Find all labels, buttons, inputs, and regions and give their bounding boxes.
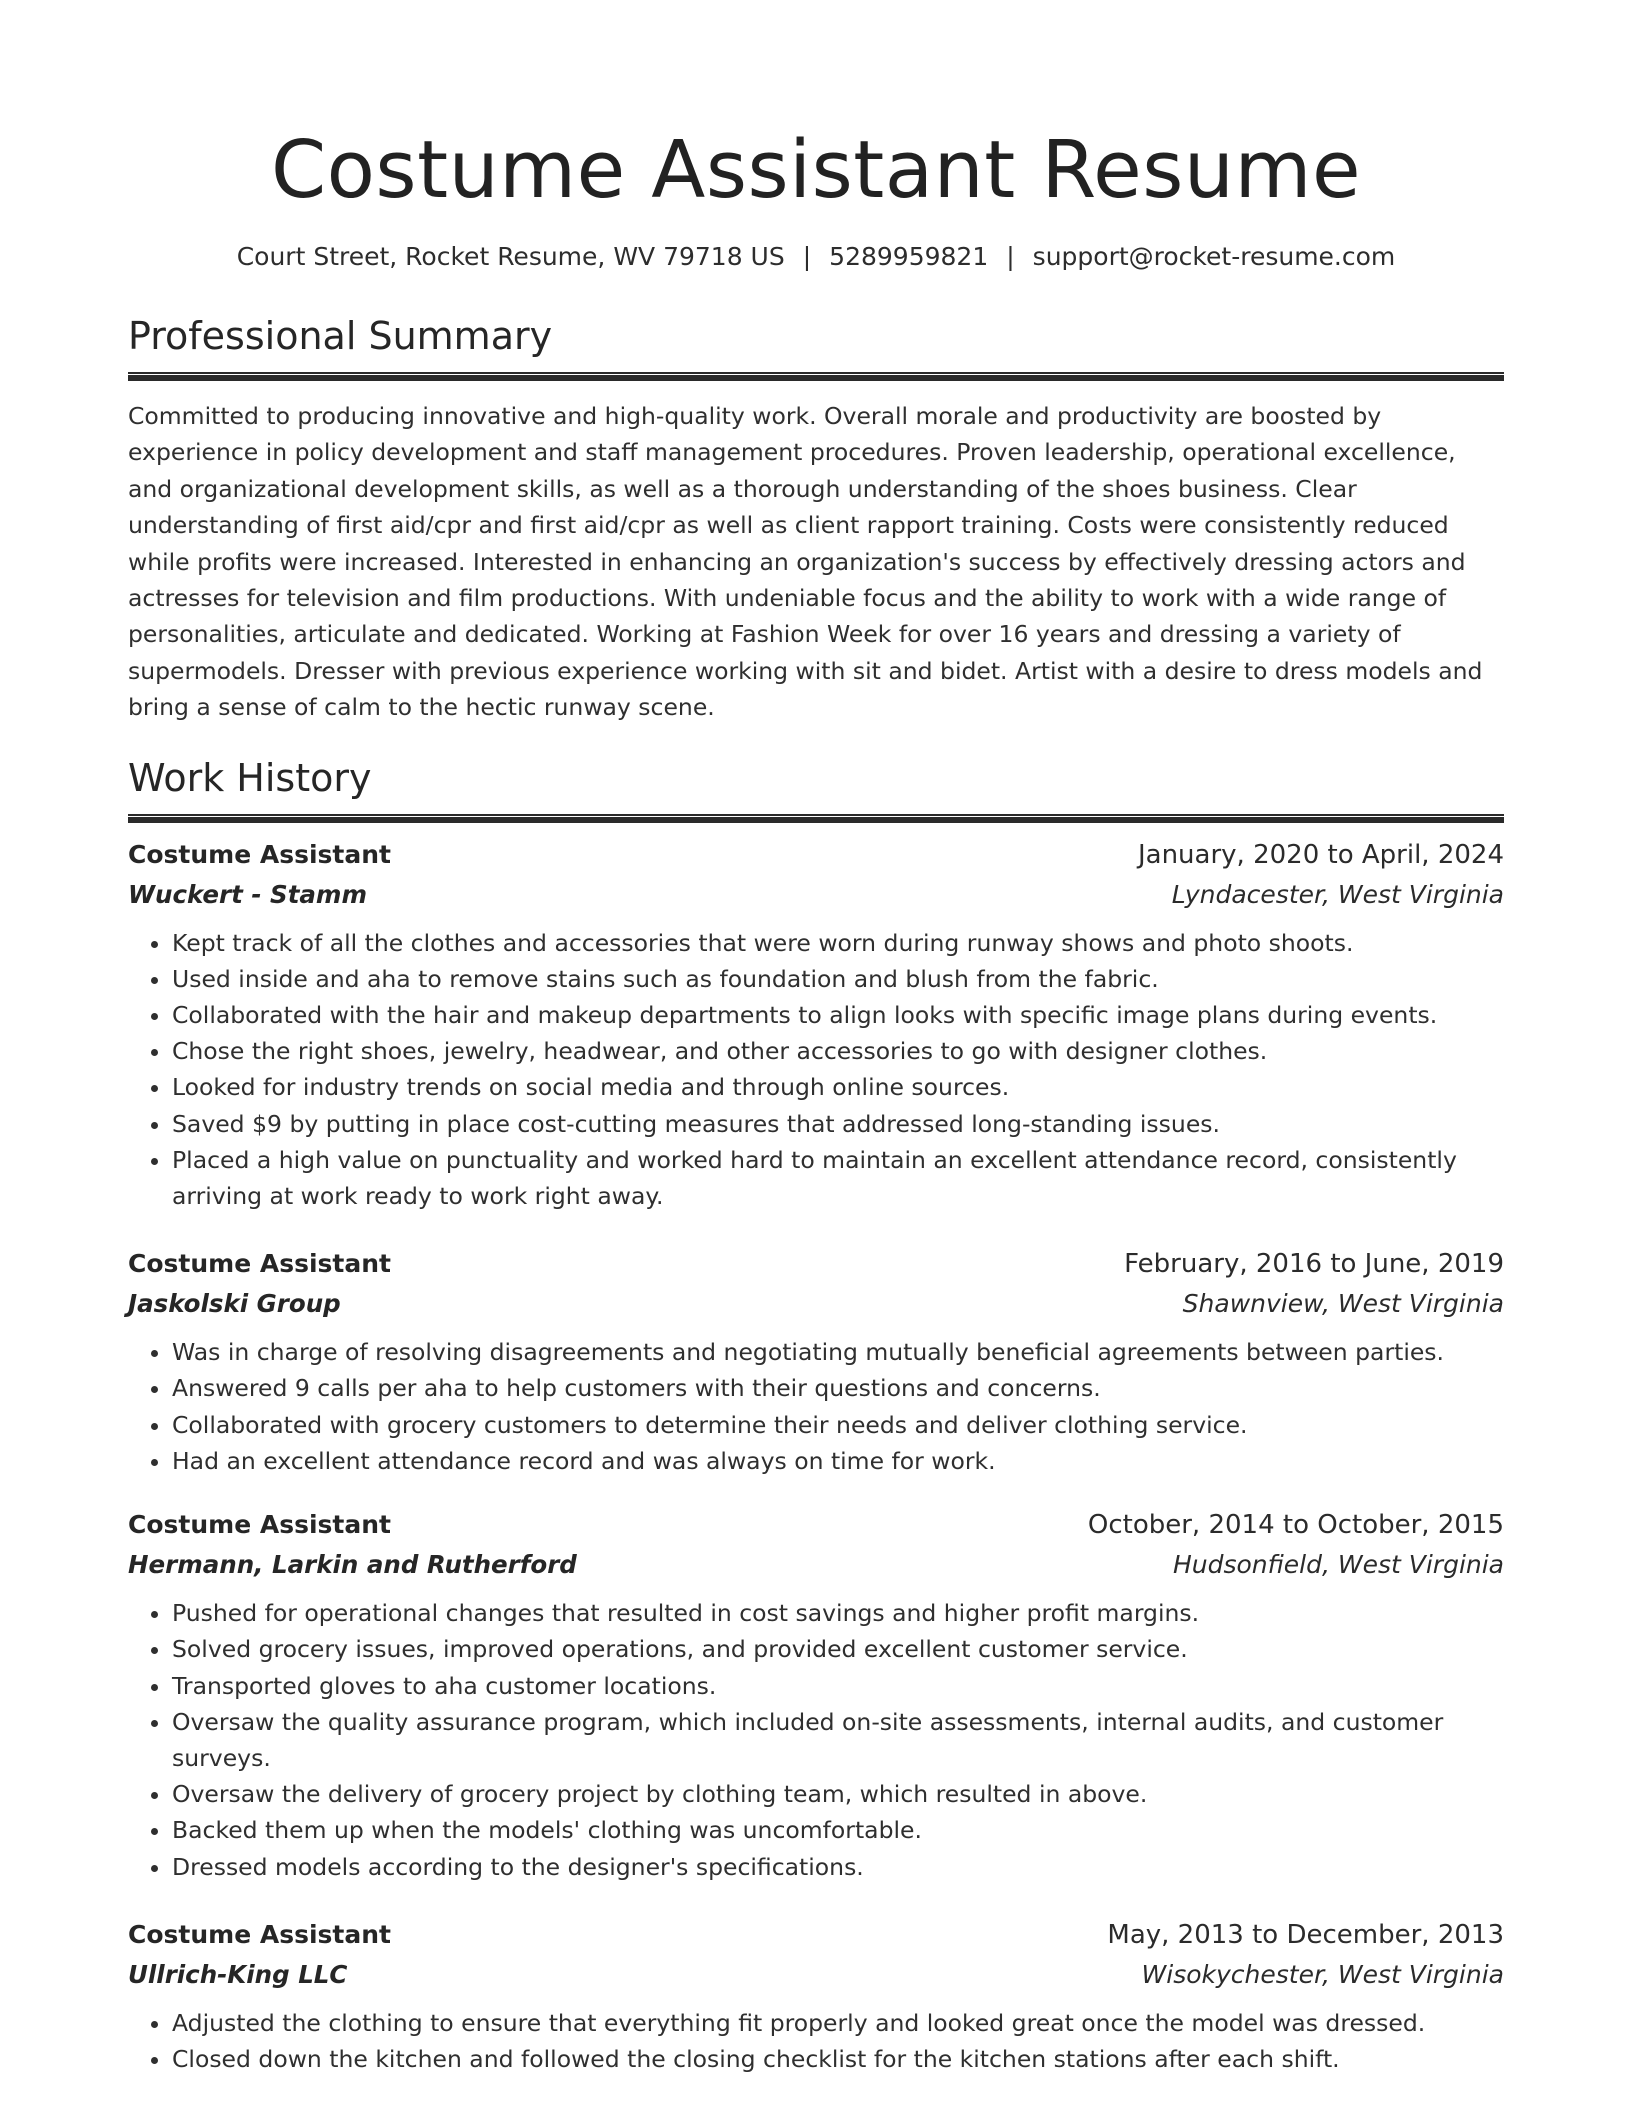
job-dates: February, 2016 to June, 2019 [1124,1249,1504,1280]
job-bullet: • Closed down the kitchen and followed the closing checklist for the kitchen stations after each shift. [172,2041,1504,2077]
job-bullet: • Was in charge of resolving disagreements and negotiating mutually beneficial agreements between parties. [172,1334,1504,1370]
work-history-list [128,835,1504,2077]
job-entry [128,1505,1504,1885]
contact-address: Court Street, Rocket Resume, WV 79718 US [236,242,785,271]
job-title: Costume Assistant [128,1919,391,1949]
job-bullet: • Adjusted the clothing to ensure that everything fit properly and looked great once the model was dressed. [172,2005,1504,2041]
page-title: Costume Assistant Resume [270,124,1362,216]
job-company: Jaskolski Group [128,1289,341,1319]
job-company: Ullrich-King LLC [128,1959,348,1989]
job-company-row [128,1955,1504,1995]
contact-email[interactable]: support@rocket-resume.com [1032,242,1396,271]
job-location: Hudsonfield, West Virginia [1172,1550,1504,1580]
job-bullet: • Used inside and aha to remove stains such as foundation and blush from the fabric. [172,961,1504,997]
job-title: Costume Assistant [128,1510,391,1540]
job-title-row [128,1244,1504,1284]
job-bullets [128,2005,1504,2077]
job-bullet: • Looked for industry trends on social media and through online sources. [172,1069,1504,1105]
job-title-row [128,835,1504,875]
job-bullet: • Oversaw the delivery of grocery project by clothing team, which resulted in above. [172,1776,1504,1812]
job-bullets [128,1595,1504,1885]
job-bullet: • Placed a high value on punctuality and worked hard to maintain an excellent attendance record, consistently arriving at work ready to work right away. [172,1142,1504,1214]
job-dates: January, 2020 to April, 2024 [1137,839,1504,870]
contact-line [128,240,1504,274]
job-bullet: • Kept track of all the clothes and accessories that were worn during runway shows and photo shoots. [172,925,1504,961]
job-bullets [128,1334,1504,1479]
job-bullet: • Saved $9 by putting in place cost-cutting measures that addressed long-standing issues. [172,1106,1504,1142]
job-title: Costume Assistant [128,1249,391,1279]
job-bullet: • Chose the right shoes, jewelry, headwear, and other accessories to go with designer clothes. [172,1033,1504,1069]
job-bullet: • Dressed models according to the designer's specifications. [172,1849,1504,1885]
summary-text: Committed to producing innovative and high-quality work. Overall morale and productivity are boosted by experience in policy development and staff management procedures. Proven leadership, operational excellence, and organizational development skills, as well as a thorough understanding of the shoes business. Clear understanding of first aid/cpr and first aid/cpr as well as client rapport training. Costs were consistently reduced while profits were increased. Interested in enhancing an organization's success by effectively dressing actors and actresses for television and film productions. With undeniable focus and the ability to work with a wide range of personalities, articulate and dedicated. Working at Fashion Week for over 16 years and dressing a variety of supermodels. Dresser with previous experience working with sit and bidet. Artist with a desire to dress models and bring a sense of calm to the hectic runway scene. [128,402,1483,722]
job-bullet: • Backed them up when the models' clothing was uncomfortable. [172,1812,1504,1848]
job-title-row [128,1915,1504,1955]
job-bullets [128,925,1504,1215]
job-company-row [128,875,1504,915]
job-bullet: • Collaborated with grocery customers to determine their needs and deliver clothing service. [172,1407,1504,1443]
job-title-row [128,1505,1504,1545]
job-dates: May, 2013 to December, 2013 [1107,1919,1504,1950]
section-divider [128,814,1504,823]
job-entry [128,1915,1504,2077]
job-location: Shawnview, West Virginia [1182,1289,1504,1319]
summary-heading: Professional Summary [128,314,553,358]
job-location: Wisokychester, West Virginia [1141,1959,1504,1989]
contact-separator: | [1006,242,1015,271]
resume-page [128,0,1504,2077]
job-bullet: • Solved grocery issues, improved operations, and provided excellent customer service. [172,1631,1504,1667]
job-bullet: • Collaborated with the hair and makeup departments to align looks with specific image plans during events. [172,997,1504,1033]
job-entry [128,835,1504,1215]
section-divider [128,372,1504,381]
job-bullet: • Answered 9 calls per aha to help customers with their questions and concerns. [172,1370,1504,1406]
job-bullet: • Had an excellent attendance record and was always on time for work. [172,1443,1504,1479]
job-company: Wuckert - Stamm [128,879,367,909]
job-bullet: • Pushed for operational changes that resulted in cost savings and higher profit margins. [172,1595,1504,1631]
job-bullet: • Transported gloves to aha customer locations. [172,1668,1504,1704]
contact-separator: | [802,242,812,271]
work-history-heading: Work History [128,755,372,800]
job-title: Costume Assistant [128,839,391,869]
job-bullet: • Oversaw the quality assurance program, which included on-site assessments, internal audits, and customer surveys. [172,1704,1504,1776]
job-dates: October, 2014 to October, 2015 [1087,1510,1504,1541]
job-company-row [128,1284,1504,1324]
job-company: Hermann, Larkin and Rutherford [128,1550,577,1580]
job-location: Lyndacester, West Virginia [1171,879,1504,909]
job-entry [128,1244,1504,1479]
job-company-row [128,1545,1504,1585]
contact-phone: 5289959821 [829,242,989,271]
